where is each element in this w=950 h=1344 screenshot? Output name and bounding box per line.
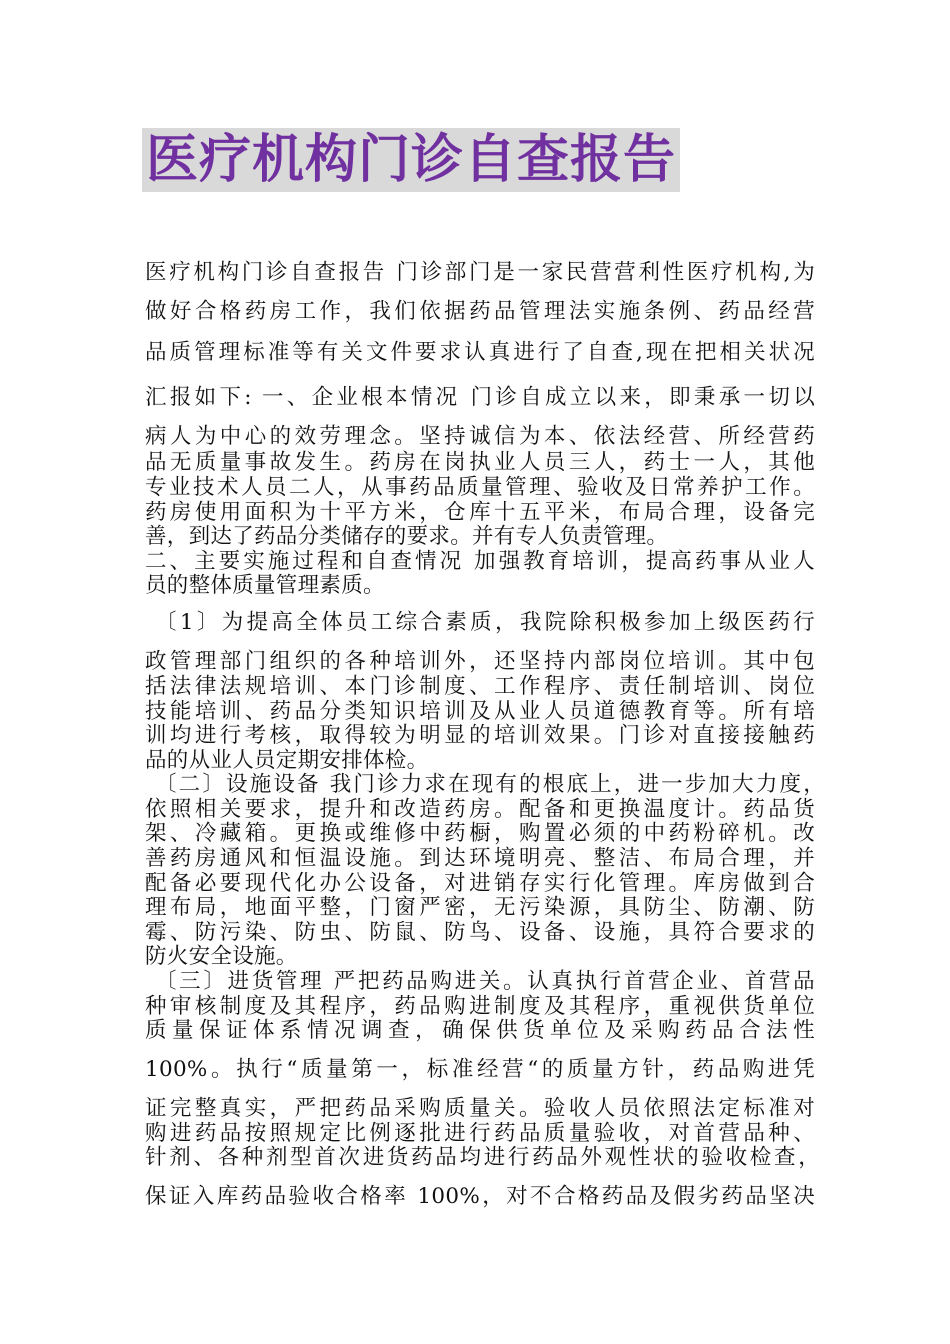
- body-line: 药房使用面积为十平方米，仓库十五平米，布局合理，设备完: [145, 500, 815, 525]
- body-line: 善药房通风和恒温设施。到达环境明亮、整洁、布局合理，并: [145, 846, 815, 871]
- body-line: 专业技术人员二人，从事药品质量管理、验收及日常养护工作。: [145, 475, 815, 500]
- body-line: 做好合格药房工作，我们依据药品管理法实施条例、药品经营: [145, 299, 815, 324]
- body-line: 保证入库药品验收合格率 100%，对不合格药品及假劣药品坚决: [145, 1184, 815, 1209]
- body-line: 防火安全设施。: [145, 944, 298, 969]
- body-line: 训均进行考核，取得较为明显的培训效果。门诊对直接接触药: [145, 723, 815, 748]
- body-line: 病人为中心的效劳理念。坚持诚信为本、依法经营、所经营药: [145, 424, 815, 449]
- body-line: 医疗机构门诊自查报告 门诊部门是一家民营营利性医疗机构,为: [145, 260, 815, 285]
- body-line: 霉、防污染、防虫、防鼠、防鸟、设备、设施，具符合要求的: [145, 920, 815, 945]
- page-title: 医疗机构门诊自查报告: [146, 130, 677, 190]
- body-line: 善，到达了药品分类储存的要求。并有专人负责管理。: [145, 524, 669, 549]
- body-line: 品的从业人员定期安排体检。: [145, 748, 429, 773]
- body-line: 配备必要现代化办公设备，对进销存实行化管理。库房做到合: [145, 871, 815, 896]
- body-line: 括法律法规培训、本门诊制度、工作程序、责任制培训、岗位: [145, 674, 815, 699]
- body-line: 〔1〕为提高全体员工综合素质，我院除积极参加上级医药行: [155, 610, 815, 635]
- body-line: 质量保证体系情况调查，确保供货单位及采购药品合法性: [145, 1018, 815, 1043]
- body-line: 品质管理标准等有关文件要求认真进行了自查,现在把相关状况: [145, 340, 815, 365]
- body-line: 〔二〕设施设备 我门诊力求在现有的根底上，进一步加大力度，: [155, 772, 825, 797]
- body-line: 理布局，地面平整，门窗严密，无污染源，具防尘、防潮、防: [145, 895, 815, 920]
- body-line: 种审核制度及其程序，药品购进制度及其程序，重视供货单位: [145, 994, 815, 1019]
- body-line: 汇报如下: 一、企业根本情况 门诊自成立以来，即秉承一切以: [145, 385, 815, 410]
- title-highlight: [142, 128, 680, 192]
- body-line: 依照相关要求，提升和改造药房。配备和更换温度计。药品货: [145, 797, 815, 822]
- body-line: 二、主要实施过程和自查情况 加强教育培训，提高药事从业人: [145, 549, 815, 574]
- body-line: 100%。执行“质量第一，标准经营“的质量方针，药品购进凭: [145, 1057, 815, 1082]
- body-line: 针剂、各种剂型首次进货药品均进行药品外观性状的验收检查，: [145, 1145, 820, 1170]
- body-line: 证完整真实，严把药品采购质量关。验收人员依照法定标准对: [145, 1096, 815, 1121]
- body-line: 架、冷藏箱。更换或维修中药橱，购置必须的中药粉碎机。改: [145, 821, 815, 846]
- body-line: 购进药品按照规定比例逐批进行药品质量验收，对首营品种、: [145, 1121, 815, 1146]
- body-line: 品无质量事故发生。药房在岗执业人员三人，药士一人，其他: [145, 450, 815, 475]
- body-line: 政管理部门组织的各种培训外，还坚持内部岗位培训。其中包: [145, 649, 815, 674]
- body-line: 〔三〕进货管理 严把药品购进关。认真执行首营企业、首营品: [155, 969, 815, 994]
- body-line: 员的整体质量管理素质。: [145, 573, 385, 598]
- body-line: 技能培训、药品分类知识培训及从业人员道德教育等。所有培: [145, 699, 815, 724]
